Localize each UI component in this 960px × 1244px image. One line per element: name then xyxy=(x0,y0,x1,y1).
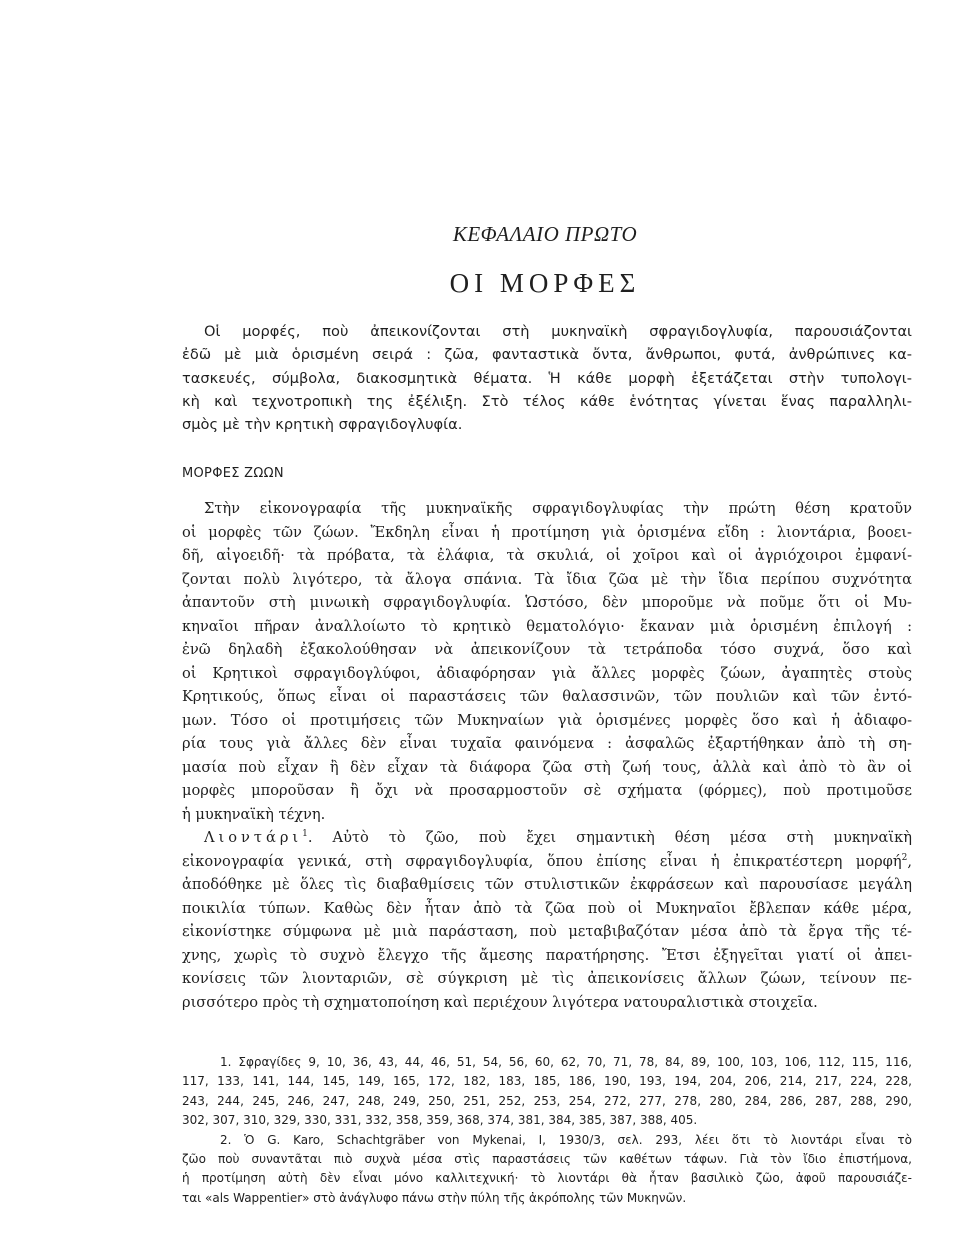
footnotes xyxy=(182,1053,912,1208)
body-line: κηναῖοι πῆραν ἀναλλοίωτο τὸ κρητικὸ θεματολόγιο· ἔκαναν μιὰ ὁρισμένη ἐπιλογή : xyxy=(182,617,912,635)
body-line: ζονται πολὺ λιγότερο, τὰ ἄλογα σπάνια. Τὰ ἴδια ζῶα μὲ τὴν ἴδια περίπου συχνότητα xyxy=(182,570,912,588)
footnote-line: 2. Ὁ G. Karo, Schachtgräber von Mykenai, I, 1930/3, σελ. 293, λέει ὅτι τὸ λιοντάρι εἶναι τὸ xyxy=(220,1132,912,1147)
body-line: μασία ποὺ εἶχαν ἢ δὲν εἶχαν τὰ διάφορα ζῶα στὴ ζωή τους, ἀλλὰ καὶ ἀπὸ τὸ ἂν οἱ xyxy=(182,758,912,776)
chapter-label: ΚΕΦΑΛΑΙΟ ΠΡΩΤΟ xyxy=(452,222,638,246)
intro-line: Οἱ μορφές, ποὺ ἀπεικονίζονται στὴ μυκηναϊκὴ σφραγιδογλυφία, παρουσιάζονται xyxy=(204,323,912,340)
body-line-text: εἰκονογραφία γενικά, στὴ σφραγιδογλυφία, ὅπου ἐπίσης εἶναι ἡ ἐπικρατέστερη μορφή xyxy=(182,852,902,870)
intro-line: τασκευές, σύμβολα, διακοσμητικὰ θέματα. Ἡ κάθε μορφὴ ἐξετάζεται στὴν τυπολογι- xyxy=(182,369,912,387)
body-line: δῆ, αἰγοειδῆ· τὰ πρόβατα, τὰ ἐλάφια, τὰ σκυλιά, οἱ χοῖροι καὶ οἱ ἀγριόχοιροι ἐμφανί- xyxy=(182,547,912,564)
section-heading: ΜΟΡΦΕΣ ΖΩΩΝ xyxy=(182,466,284,481)
body-line: ἐνῶ δηλαδὴ ἐξακολούθησαν νὰ ἀπεικονίζουν τὰ τετράποδα τόσο συχνά, ὅσο καὶ xyxy=(182,641,912,658)
footnote-line: 243, 244, 245, 246, 247, 248, 249, 250, 251, 252, 253, 254, 272, 277, 278, 280, 284, 286, 287, 288, 290, xyxy=(182,1093,912,1108)
body-line: μων. Τόσο οἱ προτιμήσεις τῶν Μυκηναίων γιὰ ὁρισμένες μορφὲς ὅσο καὶ ἡ ἀδιαφο- xyxy=(182,711,912,729)
body-line: ρισσότερο πρὸς τὴ σχηματοποίηση καὶ περιέχουν λιγότερα νατουραλιστικὰ στοιχεῖα. xyxy=(182,993,818,1011)
body-line: ρία τους γιὰ ἄλλες δὲν εἶναι τυχαῖα φαινόμενα : ἀσφαλῶς ἐξαρτήθηκαν ἀπὸ τὴ ση- xyxy=(182,735,912,752)
body-line: μορφὲς μποροῦσαν ἢ ὄχι νὰ προσαρμοστοῦν σὲ σχήματα (φόρμες), ποὺ προτιμοῦσε xyxy=(182,782,912,799)
body-line: ποικιλία τύπων. Καθὼς δὲν ἦταν ἀπὸ τὰ ζῶα ποὺ οἱ Μυκηναῖοι ἔβλεπαν κάθε μέρα, xyxy=(182,899,912,917)
body-line: κονίσεις τῶν λιονταριῶν, σὲ σύγκριση μὲ τὶς ἀπεικονίσεις ἄλλων ζώων, τείνουν πε- xyxy=(182,970,912,987)
intro-paragraph xyxy=(182,320,912,436)
intro-line: σμὸς μὲ τὴν κρητικὴ σφραγιδογλυφία. xyxy=(182,416,463,434)
body-line: Στὴν εἰκονογραφία τῆς μυκηναϊκῆς σφραγιδογλυφίας τὴν πρώτη θέση κρατοῦν xyxy=(204,500,912,517)
footnote-ref: 1 xyxy=(302,829,308,840)
footnote-line: 302, 307, 310, 329, 330, 331, 332, 358, 359, 368, 374, 381, 384, 385, 387, 388, 405. xyxy=(182,1113,698,1128)
intro-line: ἐδῶ μὲ μιὰ ὁρισμένη σειρά : ζῶα, φανταστικὰ ὄντα, ἄνθρωποι, φυτά, ἀνθρώπινες κα- xyxy=(182,346,912,364)
footnote-line: 117, 133, 141, 144, 145, 149, 165, 172, 182, 183, 185, 186, 190, 193, 194, 204, 206, 214, 217, 224, 228, xyxy=(182,1074,912,1089)
body-line: οἱ μορφὲς τῶν ζώων. Ἔκδηλη εἶναι ἡ προτίμηση γιὰ ὁρισμένα εἴδη : λιοντάρια, βοοει- xyxy=(182,523,912,541)
body-line: εἰκονίστηκε σύμφωνα μὲ μιὰ παράσταση, ποὺ μεταβιβαζόταν μέσα ἀπὸ τὰ ἔργα τῆς τέ- xyxy=(182,923,912,940)
footnote-line: ἡ προτίμηση αὐτὴ δὲν εἶναι μόνο καλλιτεχνική· τὸ λιοντάρι θὰ ἦταν βασιλικὸ ζῶο, ἀφοῦ παρουσιάζε- xyxy=(182,1171,912,1186)
body-line xyxy=(182,826,912,850)
footnote-line: ται «als Wappentier» στὸ ἀνάγλυφο πάνω στὴν πύλη τῆς ἀκρόπολης τῶν Μυκηνῶν. xyxy=(182,1190,687,1205)
body-line: χνης, χωρὶς τὸ συχνὸ ἔλεγχο τῆς ἄμεσης παρατήρησης. Ἔτσι ἐξηγεῖται γιατί οἱ ἀπει- xyxy=(182,946,912,964)
body-line: Κρητικούς, ὅπως εἶναι οἱ παραστάσεις τῶν θαλασσινῶν, τῶν πουλιῶν καὶ τῶν ἐντό- xyxy=(182,688,912,705)
footnote-ref: 2 xyxy=(901,852,908,863)
body-line: ἀπαντοῦν στὴ μινωικὴ σφραγιδογλυφία. Ὡστόσο, δὲν μποροῦμε νὰ ποῦμε ὅτι οἱ Μυ- xyxy=(182,594,912,611)
body-line: οἱ Κρητικοὶ σφραγιδογλύφοι, ἀδιαφόρησαν γιὰ ἄλλες μορφὲς ζώων, ἀγαπητὲς στοὺς xyxy=(182,664,912,682)
body-line: ἡ μυκηναϊκὴ τέχνη. xyxy=(182,805,326,823)
body-text xyxy=(182,497,912,1014)
body-line xyxy=(182,850,912,874)
lion-heading: Λιοντάρι xyxy=(204,829,303,846)
footnote-line: ζῶο ποὺ συναντᾶται πιὸ συχνὰ μέσα στὶς παραστάσεις τῶν καθέτων τάφων. Γιὰ τὸν ἴδιο ἐπιστήμονα, xyxy=(182,1152,912,1167)
intro-line: κὴ καὶ τεχνοτροπικὴ της ἐξέλιξη. Στὸ τέλος κάθε ἑνότητας γίνεται ἕνας παραλληλι- xyxy=(182,392,912,410)
footnote-line: 1. Σφραγίδες 9, 10, 36, 43, 44, 46, 51, 54, 56, 60, 62, 70, 71, 78, 84, 89, 100, 103, 106, 112, 115, 116, xyxy=(220,1055,912,1069)
chapter-title: ΟΙ ΜΟΡΦΕΣ xyxy=(449,268,641,298)
body-line-text: . Αὐτὸ τὸ ζῶο, ποὺ ἔχει σημαντικὴ θέση μέσα στὴ μυκηναϊκὴ xyxy=(307,829,912,846)
body-line: ἀποδόθηκε μὲ ὅλες τὶς διαβαθμίσεις τῶν στυλιστικῶν ἐκφράσεων καὶ παρουσίασε μεγάλη xyxy=(182,876,912,893)
body-line-text: , xyxy=(907,852,912,870)
